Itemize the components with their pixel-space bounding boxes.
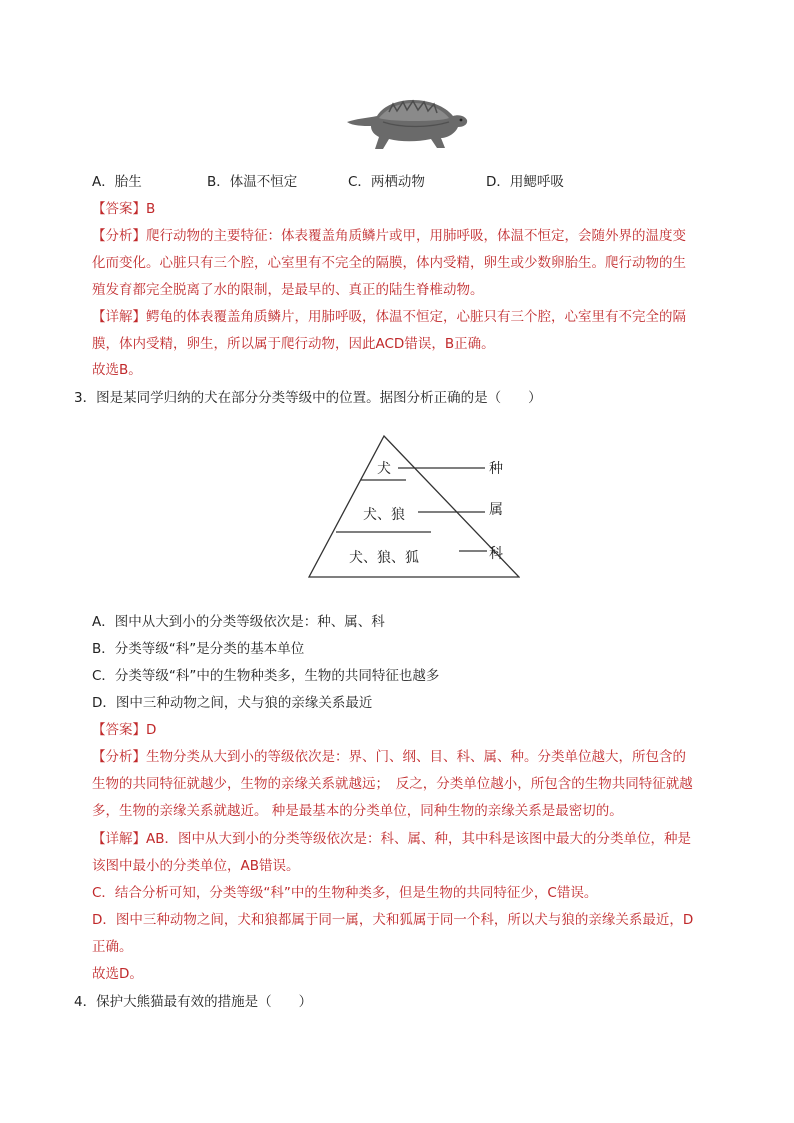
q2-option-d: D．用鳃呼吸 <box>486 174 564 190</box>
q2-detail-line: 【详解】鳄龟的体表覆盖角质鳞片，用肺呼吸，体温不恒定，心脏只有三个腔，心室里有不完全的隔 <box>92 309 686 325</box>
q2-option-b: B．体温不恒定 <box>207 174 298 190</box>
q3-option-d: D．图中三种动物之间，犬与狼的亲缘关系最近 <box>92 695 373 711</box>
snapping-turtle-illustration <box>345 92 471 156</box>
q2-option-c: C．两栖动物 <box>348 174 425 190</box>
q3-detail-line: C．结合分析可知，分类等级“科”中的生物种类多，但是生物的共同特征少，C错误。 <box>92 885 598 901</box>
q3-detail-line: D．图中三种动物之间，犬和狼都属于同一属，犬和狐属于同一个科，所以犬与狼的亲缘关系最近，D <box>92 912 694 928</box>
q2-option-a: A．胎生 <box>92 174 142 190</box>
rank-label-species: 种 <box>489 461 503 477</box>
q3-analysis-line: 多，生物的亲缘关系就越近。 种是最基本的分类单位，同种生物的亲缘关系是最密切的。 <box>92 803 623 819</box>
q3-option-b: B．分类等级“科”是分类的基本单位 <box>92 641 305 657</box>
q4-stem: 4．保护大熊猫最有效的措施是（ ） <box>74 994 313 1010</box>
q2-conclusion: 故选B。 <box>92 362 142 378</box>
q3-detail-line: 该图中最小的分类单位，AB错误。 <box>92 858 300 874</box>
q3-stem: 3．图是某同学归纳的犬在部分分类等级中的位置。据图分析正确的是（ ） <box>74 390 542 406</box>
q3-answer: 【答案】D <box>92 722 157 738</box>
q2-analysis-line: 殖发育都完全脱离了水的限制，是最早的、真正的陆生脊椎动物。 <box>92 282 484 298</box>
q2-analysis-line: 化而变化。心脏只有三个腔，心室里有不完全的隔膜，体内受精，卵生或少数卵胎生。爬行动物的生 <box>92 255 686 271</box>
rank-label-family: 科 <box>489 546 503 562</box>
q2-analysis-line: 【分析】爬行动物的主要特征：体表覆盖角质鳞片或甲，用肺呼吸，体温不恒定，会随外界的温度变 <box>92 228 686 244</box>
q3-detail-line: 正确。 <box>92 939 133 955</box>
rank-label-genus: 属 <box>489 502 503 518</box>
q3-detail-line: 【详解】AB．图中从大到小的分类等级依次是：科、属、种，其中科是该图中最大的分类单位，种是 <box>92 831 691 847</box>
level-label-genus: 犬、狼 <box>363 507 405 523</box>
q3-conclusion: 故选D。 <box>92 966 143 982</box>
q3-option-c: C．分类等级“科”中的生物种类多，生物的共同特征也越多 <box>92 668 440 684</box>
q3-analysis-line: 【分析】生物分类从大到小的等级依次是：界、门、纲、目、科、属、种。分类单位越大，所包含的 <box>92 749 686 765</box>
level-label-species: 犬 <box>377 461 391 477</box>
q3-analysis-line: 生物的共同特征就越少，生物的亲缘关系就越远； 反之，分类单位越小，所包含的生物共同特征就越 <box>92 776 693 792</box>
level-label-family: 犬、狼、狐 <box>349 550 419 566</box>
q2-answer: 【答案】B <box>92 201 156 217</box>
taxonomy-pyramid-diagram <box>300 428 520 586</box>
q3-option-a: A．图中从大到小的分类等级依次是：种、属、科 <box>92 614 385 630</box>
q2-detail-line: 膜，体内受精，卵生，所以属于爬行动物，因此ACD错误，B正确。 <box>92 336 495 352</box>
